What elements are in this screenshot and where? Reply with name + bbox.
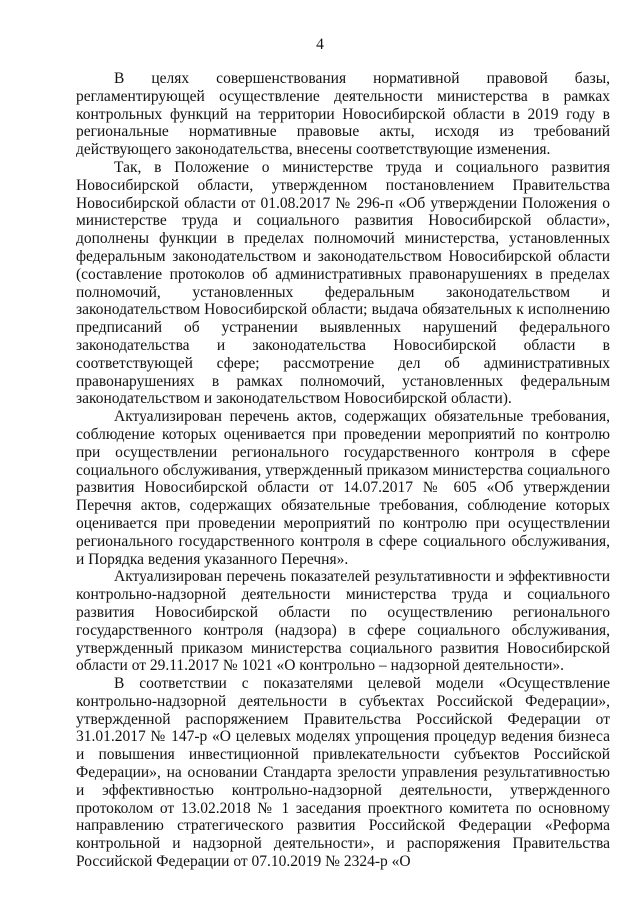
document-body (76, 70, 610, 871)
paragraph: В целях совершенствования нормативной правовой базы, регламентирующей осуществление деятельности министерства в рамках контрольных функций на территории Новосибирской области в 2019 году в региональные нормативные правовые акты, исходя из требований действующего законодательства, внесены соответствующие изменения. (76, 70, 610, 159)
page-number: 4 (316, 36, 324, 53)
paragraph: Так, в Положение о министерстве труда и социального развития Новосибирской области, утвержденном постановлением Правительства Новосибирской области от 01.08.2017 № 296-п «Об утверждении Положения о министерстве труда и социального развития Новосибирской области», дополнены функции в пределах полномочий министерства, установленных федеральным законодательством и законодательством Новосибирской области (составление протоколов об административных правонарушениях в пределах полномочий, установленных федеральным законодательством и законодательством Новосибирской области; выдача обязательных к исполнению предписаний об устранении выявленных нарушений федерального законодательства и законодательства Новосибирской области в соответствующей сфере; рассмотрение дел об административных правонарушениях в рамках полномочий, установленных федеральным законодательством и законодательством Новосибирской области). (76, 158, 610, 408)
paragraph: В соответствии с показателями целевой модели «Осуществление контрольно-надзорной деятельности в субъектах Российской Федерации», утвержденной распоряжением Правительства Российской Федерации от 31.01.2017 № 147-р «О целевых моделях упрощения процедур ведения бизнеса и повышения инвестиционной привлекательности субъектов Российской Федерации», на основании Стандарта зрелости управления результативностью и эффективностью контрольно-надзорной деятельности, утвержденного протоколом от 13.02.2018 № 1 заседания проектного комитета по основному направлению стратегического развития Российской Федерации «Реформа контрольной и надзорной деятельности», и распоряжения Правительства Российской Федерации от 07.10.2019 № 2324-р «О (76, 675, 610, 871)
paragraph: Актуализирован перечень актов, содержащих обязательные требования, соблюдение которых оценивается при проведении мероприятий по контролю при осуществлении регионального государственного контроля в сфере социального обслуживания, утвержденный приказом министерства социального развития Новосибирской области от 14.07.2017 № 605 «Об утверждении Перечня актов, содержащих обязательные требования, соблюдение которых оценивается при проведении мероприятий по контролю при осуществлении регионального государственного контроля в сфере социального обслуживания, и Порядка ведения указанного Перечня». (76, 408, 610, 568)
paragraph: Актуализирован перечень показателей результативности и эффективности контрольно-надзорной деятельности министерства труда и социального развития Новосибирской области по осуществлению регионального государственного контроля (надзора) в сфере социального обслуживания, утвержденный приказом министерства социального развития Новосибирской области от 29.11.2017 № 1021 «О контрольно – надзорной деятельности». (76, 568, 610, 675)
